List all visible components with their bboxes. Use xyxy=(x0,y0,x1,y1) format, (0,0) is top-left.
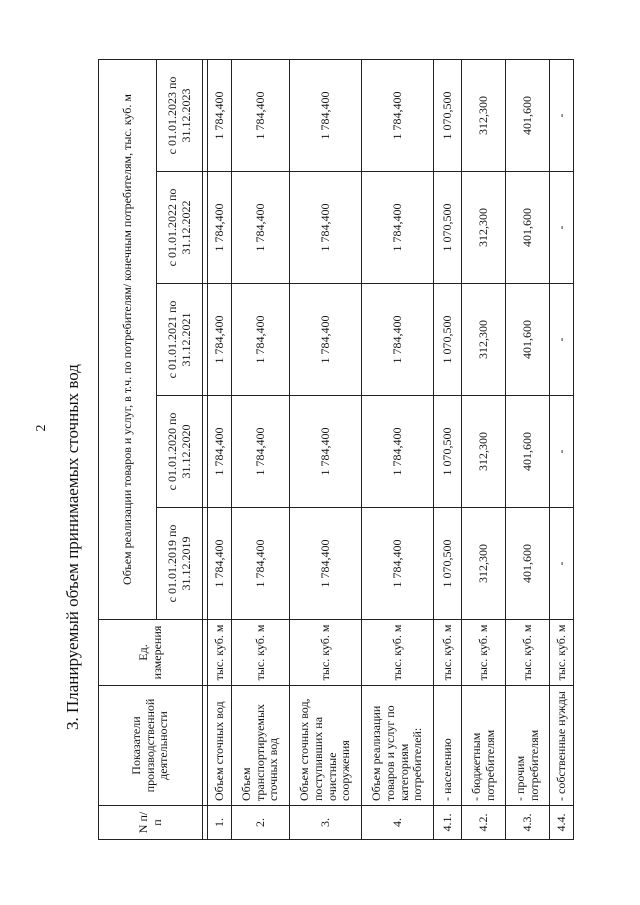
row-value: - xyxy=(550,396,574,508)
row-unit: тыс. куб. м xyxy=(434,620,462,686)
row-value: 312,300 xyxy=(462,284,506,396)
row-value: 1 070,500 xyxy=(434,60,462,172)
row-value: 1 784,400 xyxy=(208,60,232,172)
row-num: 4.1. xyxy=(434,806,462,840)
page-number: 2 xyxy=(34,424,49,432)
row-value: 1 784,400 xyxy=(290,284,362,396)
row-value: 1 784,400 xyxy=(208,396,232,508)
row-unit: тыс. куб. м xyxy=(232,620,290,686)
row-value: 312,300 xyxy=(462,172,506,284)
row-value: - xyxy=(550,284,574,396)
table-row xyxy=(550,60,574,840)
row-unit: тыс. куб. м xyxy=(550,620,574,686)
row-num: 2. xyxy=(232,806,290,840)
row-value: 1 784,400 xyxy=(232,60,290,172)
row-indicator: - собственные нужды xyxy=(550,686,574,806)
row-value: 1 784,400 xyxy=(362,172,434,284)
row-value: 312,300 xyxy=(462,60,506,172)
header-indicator: Показатели производственной деятельности xyxy=(99,686,203,806)
row-indicator: - прочим потребителям xyxy=(506,686,550,806)
section-title: 3. Планируемый объем принимаемых сточных вод xyxy=(63,364,82,730)
row-value: 401,600 xyxy=(506,60,550,172)
row-value: 1 784,400 xyxy=(232,508,290,620)
rotated-page-content xyxy=(60,60,568,840)
row-value: 401,600 xyxy=(506,396,550,508)
row-unit: тыс. куб. м xyxy=(290,620,362,686)
row-indicator: - населению xyxy=(434,686,462,806)
header-period-2019: с 01.01.2019 по 31.12.2019 xyxy=(157,508,203,620)
row-value: 401,600 xyxy=(506,508,550,620)
row-indicator: Объем сточных вод xyxy=(208,686,232,806)
row-value: 1 784,400 xyxy=(362,60,434,172)
row-value: 1 784,400 xyxy=(208,172,232,284)
row-value: 1 070,500 xyxy=(434,284,462,396)
row-value: - xyxy=(550,60,574,172)
row-value: 1 784,400 xyxy=(208,284,232,396)
row-unit: тыс. куб. м xyxy=(208,620,232,686)
row-value: 1 784,400 xyxy=(290,396,362,508)
row-indicator: Объем транспортируемых сточных вод xyxy=(232,686,290,806)
row-num: 3. xyxy=(290,806,362,840)
row-unit: тыс. куб. м xyxy=(462,620,506,686)
table-row xyxy=(290,60,362,840)
row-value: 401,600 xyxy=(506,172,550,284)
row-value: 1 784,400 xyxy=(290,172,362,284)
row-value: 1 784,400 xyxy=(232,284,290,396)
row-unit: тыс. куб. м xyxy=(506,620,550,686)
header-period-2021: с 01.01.2021 по 31.12.2021 xyxy=(157,284,203,396)
table-row xyxy=(462,60,506,840)
row-value: 1 784,400 xyxy=(232,396,290,508)
table-row xyxy=(232,60,290,840)
row-value: 1 784,400 xyxy=(290,60,362,172)
row-value: 1 070,500 xyxy=(434,172,462,284)
row-value: 1 784,400 xyxy=(290,508,362,620)
row-num: 4.3. xyxy=(506,806,550,840)
row-num: 4.4. xyxy=(550,806,574,840)
row-value: 1 070,500 xyxy=(434,396,462,508)
row-value: 1 784,400 xyxy=(362,284,434,396)
row-value: - xyxy=(550,172,574,284)
table-row xyxy=(362,60,434,840)
row-indicator: - бюджетным потребителям xyxy=(462,686,506,806)
wastewater-volume-table xyxy=(98,59,574,840)
row-num: 1. xyxy=(208,806,232,840)
row-num: 4.2. xyxy=(462,806,506,840)
header-period-2023: с 01.01.2023 по 31.12.2023 xyxy=(157,60,203,172)
row-value: 1 784,400 xyxy=(362,396,434,508)
row-value: 1 070,500 xyxy=(434,508,462,620)
row-indicator: Объем реализации товаров и услуг по категориям потребителей: xyxy=(362,686,434,806)
header-period-2020: с 01.01.2020 по 31.12.2020 xyxy=(157,396,203,508)
row-value: 1 784,400 xyxy=(362,508,434,620)
header-volume-group: Объем реализации товаров и услуг, в т.ч. по потребителям/ конечным потребителям, тыс. куб. м xyxy=(99,60,157,620)
table-row xyxy=(506,60,550,840)
table-row xyxy=(208,60,232,840)
header-period-2022: с 01.01.2022 по 31.12.2022 xyxy=(157,172,203,284)
row-num: 4. xyxy=(362,806,434,840)
row-value: 1 784,400 xyxy=(232,172,290,284)
table-row xyxy=(434,60,462,840)
row-value: 312,300 xyxy=(462,508,506,620)
row-value: 312,300 xyxy=(462,396,506,508)
header-num: N п/п xyxy=(99,806,203,840)
row-value: 1 784,400 xyxy=(208,508,232,620)
row-unit: тыс. куб. м xyxy=(362,620,434,686)
row-value: 401,600 xyxy=(506,284,550,396)
row-value: - xyxy=(550,508,574,620)
header-unit: Ед. измерения xyxy=(99,620,203,686)
row-indicator: Объем сточных вод, поступивших на очистные сооружения xyxy=(290,686,362,806)
